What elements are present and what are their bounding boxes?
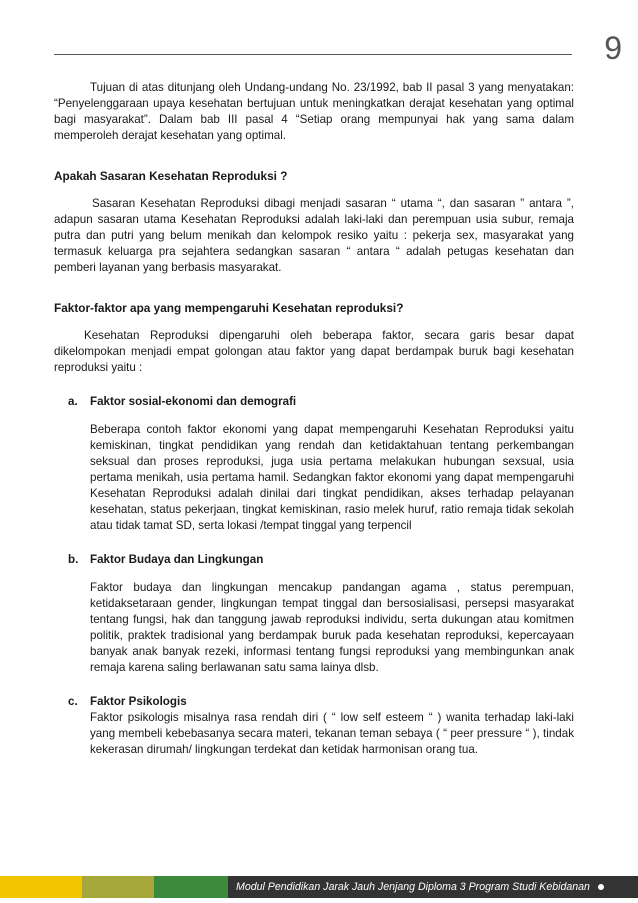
page-number: 9: [604, 30, 622, 66]
footer-text: Modul Pendidikan Jarak Jauh Jenjang Diploma 3 Program Studi Kebidanan: [236, 881, 590, 893]
bullet-icon: [598, 884, 604, 890]
section1-heading: Apakah Sasaran Kesehatan Reproduksi ?: [54, 169, 288, 183]
footer-segment-green: [154, 876, 228, 898]
list-item-body: Faktor psikologis misalnya rasa rendah diri ( “ low self esteem “ ) wanita terhadap laki-laki yang membeli kebebasanya secara materi, tekanan teman sebaya ( “ peer pressure “ ), tindak kekerasan dirumah/ lingkungan terdekat dan ketidak harmonisan orang tua.: [90, 711, 574, 756]
list-item-body: Beberapa contoh faktor ekonomi yang dapat mempengaruhi Kesehatan Reproduksi yaitu kemiskinan, tingkat pendidikan yang rendah dan ketidaktahuan tentang perkembangan seksual dan proses reproduksi, juga usia pertama melakukan hubungan sexsual, usia pertama menikah, usia pertama hamil. Sedangkan faktor ekonomi yang dapat mempengaruhi Kesehatan Reproduksi adalah dinilai dari tingkat pendidikan, akses terhadap pelayanan kesehatan, status pekerjaan, tingkat kemiskinan, rasio melek huruf, ratio remaja tidak sekolah atau tidak tamat SD, serta lokasi /tempat tinggal yang terpencil: [90, 423, 574, 532]
list-item-title: Faktor sosial-ekonomi dan demografi: [90, 395, 297, 408]
header-rule: [54, 54, 572, 55]
page-content: [54, 80, 574, 758]
list-marker: b.: [68, 553, 79, 566]
section1-paragraph: Sasaran Kesehatan Reproduksi dibagi menjadi sasaran “ utama “, dan sasaran ” antara ”, adapun sasaran utama Kesehatan Reproduksi adalah laki-laki dan perempuan usia subur, remaja putra dan putri yang belum menikah dan kelompok resiko yaitu : pekerja sex, masyarakat yang termasuk keluarga pra sejahtera sedangkan sasaran “ antara “ adalah petugas kesehatan dan pemberi layanan yang berbasis masyarakat.: [54, 197, 574, 274]
intro-paragraph: Tujuan di atas ditunjang oleh Undang-undang No. 23/1992, bab II pasal 3 yang menyatakan: “Penyelenggaraan upaya kesehatan bertujuan untuk meningkatkan derajat kesehatan yang optimal bagi masyarakat”. Dalam bab III pasal 4 “Setiap orang mempunyai hak yang sama dalam memperoleh derajat kesehatan yang optimal.: [54, 81, 574, 142]
list-item-c: [68, 694, 574, 758]
list-marker: c.: [68, 695, 78, 708]
list-item-b: [68, 552, 574, 676]
footer-segment-olive: [82, 876, 154, 898]
list-marker: a.: [68, 395, 78, 408]
section2-paragraph: Kesehatan Reproduksi dipengaruhi oleh beberapa faktor, secara garis besar dapat dikelompokan menjadi empat golongan atau faktor yang dapat berdampak buruk bagi kesehatan reproduksi yaitu :: [54, 329, 574, 374]
section2-heading: Faktor-faktor apa yang mempengaruhi Kesehatan reproduksi?: [54, 301, 404, 315]
footer-segment-yellow: [0, 876, 82, 898]
footer-segment-dark: [228, 876, 638, 898]
list-item-body: Faktor budaya dan lingkungan mencakup pandangan agama , status perempuan, ketidaksetaraan gender, lingkungan tempat tinggal dan bersosialisasi, persepsi masyarakat tentang fungsi, hak dan tanggung jawab reproduksi individu, serta dukungan atau komitmen politik, praktek tradisional yang berdampak buruk pada kesehatan reproduksi, kepercayaan banyak anak banyak rezeki, informasi tentang fungsi reproduksi yang membingunkan anak remaja karena saling berlawanan satu sama lainya dlsb.: [90, 581, 574, 674]
list-item-title: Faktor Psikologis: [90, 695, 187, 708]
footer-bar: [0, 876, 638, 898]
list-item-title: Faktor Budaya dan Lingkungan: [90, 553, 264, 566]
list-item-a: [68, 394, 574, 534]
